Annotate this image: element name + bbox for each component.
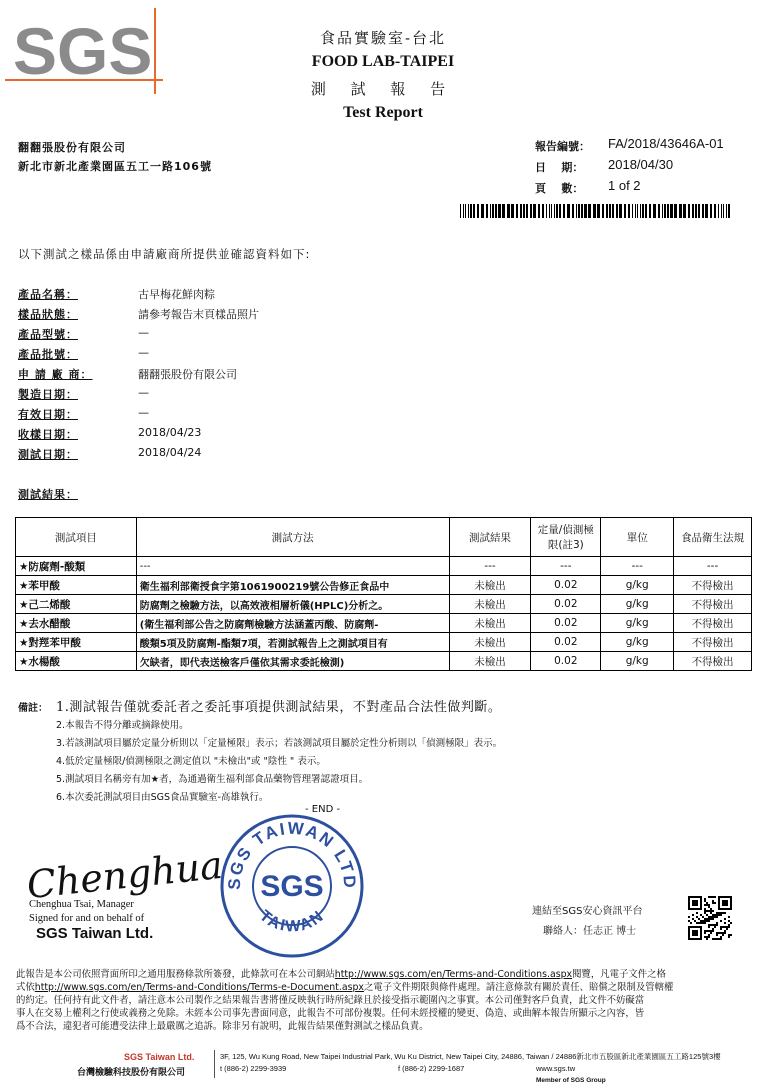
cell-item: ★苯甲酸 xyxy=(16,576,137,595)
page-count: 1 of 2 xyxy=(608,178,641,193)
table-row xyxy=(16,633,752,652)
notes-prefix: 備註： xyxy=(18,703,48,714)
cell-item: ★水楊酸 xyxy=(16,652,137,671)
report-title-cn: 測 試 報 告 xyxy=(310,80,456,98)
cell-unit: g/kg xyxy=(601,633,674,652)
contact-person: 聯絡人：任志正 博士 xyxy=(543,926,637,937)
cell-method: 防腐劑之檢驗方法，以高效液相層析儀(HPLC)分析之。 xyxy=(136,595,449,614)
sample-info-row xyxy=(18,386,418,404)
cell-regulation: 不得檢出 xyxy=(674,633,752,652)
header-item: 測試項目 xyxy=(16,518,137,557)
cell-item: ★去水醋酸 xyxy=(16,614,137,633)
signatory-company: SGS Taiwan Ltd. xyxy=(36,925,154,942)
cell-item: ★己二烯酸 xyxy=(16,595,137,614)
intro-text: 以下測試之樣品係由申請廠商所提供並確認資料如下: xyxy=(18,247,311,261)
cell-limit: 0.02 xyxy=(531,633,601,652)
sample-info-row xyxy=(18,406,418,424)
lab-name-en: FOOD LAB-TAIPEI xyxy=(311,53,455,70)
footer-address: 3F, 125, Wu Kung Road, New Taipei Industrial Park, Wu Ku District, New Taipei City, 24886, Taiwan / 24886新北市五股區新北產業園區五工路125號3樓 xyxy=(220,1052,721,1061)
cell-regulation: 不得檢出 xyxy=(674,595,752,614)
note-1: 1.測試報告僅就委託者之委託事項提供測試結果，不對產品合法性做判斷。 xyxy=(56,700,502,715)
sample-info-row xyxy=(18,306,418,324)
note-3: 3.若該測試項目屬於定量分析則以「定量極限」表示；若該測試項目屬於定性分析則以「偵測極限」表示。 xyxy=(56,738,503,749)
cell-result: 未檢出 xyxy=(449,576,531,595)
cell-regulation: 不得檢出 xyxy=(674,652,752,671)
report-number-label: 報告編號： xyxy=(535,140,590,153)
sample-info-row xyxy=(18,446,418,464)
cell-method: (衛生福利部公告之防腐劑檢驗方法涵蓋丙酸、防腐劑- xyxy=(136,614,449,633)
cell-limit: 0.02 xyxy=(531,576,601,595)
cell-result: 未檢出 xyxy=(449,633,531,652)
client-address: 新北市新北產業園區五工一路106號 xyxy=(18,160,212,173)
footer-tel: t (886-2) 2299-3939 xyxy=(220,1064,287,1073)
sample-info-row xyxy=(18,286,418,304)
sample-info-value: — xyxy=(138,386,149,399)
cell-regulation: 不得檢出 xyxy=(674,576,752,595)
client-name: 翻翻張股份有限公司 xyxy=(18,141,126,154)
report-date-label: 日 期： xyxy=(535,161,584,174)
sample-info-row xyxy=(18,346,418,364)
sample-info-label: 樣品狀態： xyxy=(18,308,78,321)
sample-info-value: — xyxy=(138,406,149,419)
svg-text:SGS TAIWAN LTD: SGS TAIWAN LTD xyxy=(224,818,360,891)
note-2: 2.本報告不得分離或摘錄使用。 xyxy=(56,720,189,731)
signatory-name: Chenghua Tsai, Manager xyxy=(29,899,134,910)
cell-result: 未檢出 xyxy=(449,595,531,614)
cell-result: 未檢出 xyxy=(449,614,531,633)
sample-info-label: 產品批號： xyxy=(18,348,78,361)
svg-text:TAIWAN: TAIWAN xyxy=(256,907,328,936)
page-count-label: 頁 數： xyxy=(535,182,584,195)
report-number: FA/2018/43646A-01 xyxy=(608,136,724,151)
header-unit: 單位 xyxy=(601,518,674,557)
cell-method: 衛生福利部衛授食字第1061900219號公告修正食品中 xyxy=(136,576,449,595)
cell-limit: 0.02 xyxy=(531,595,601,614)
cell-method: --- xyxy=(136,557,449,576)
cell-unit: g/kg xyxy=(601,576,674,595)
qr-code[interactable] xyxy=(688,896,732,940)
cell-method: 欠缺者，即代表送檢客戶僅依其需求委託檢測) xyxy=(136,652,449,671)
results-table xyxy=(15,517,752,671)
header-result: 測試結果 xyxy=(449,518,531,557)
sample-info-label: 申 請 廠 商： xyxy=(18,368,93,381)
sample-info-row xyxy=(18,326,418,344)
footer-web[interactable]: www.sgs.tw xyxy=(536,1064,576,1073)
sample-info-label: 產品名稱： xyxy=(18,288,78,301)
sample-info-value: 請參考報告末頁樣品照片 xyxy=(138,308,259,321)
lab-name-cn: 食品實驗室-台北 xyxy=(319,29,447,47)
header-limit: 定量/偵測極限(註3) xyxy=(531,518,601,557)
cell-item: ★對羥苯甲酸 xyxy=(16,633,137,652)
table-row xyxy=(16,576,752,595)
svg-text:SGS: SGS xyxy=(13,14,153,88)
footer-fax: f (886-2) 2299-1687 xyxy=(398,1064,465,1073)
cell-regulation: --- xyxy=(674,557,752,576)
results-title: 測試結果： xyxy=(18,488,78,501)
end-marker: - END - xyxy=(305,804,341,815)
footer-divider xyxy=(214,1050,215,1078)
signed-behalf: Signed for and on behalf of xyxy=(29,913,145,924)
table-header-row xyxy=(16,518,752,557)
sample-info-label: 測試日期： xyxy=(18,448,78,461)
sample-info-label: 收樣日期： xyxy=(18,428,78,441)
table-row xyxy=(16,595,752,614)
cell-result: --- xyxy=(449,557,531,576)
sample-info-value: 翻翻張股份有限公司 xyxy=(138,368,237,381)
cell-limit: 0.02 xyxy=(531,614,601,633)
cell-regulation: 不得檢出 xyxy=(674,614,752,633)
svg-text:SGS: SGS xyxy=(260,870,324,903)
note-6: 6.本次委託測試項目由SGS食品實驗室-高雄執行。 xyxy=(56,792,269,803)
report-date: 2018/04/30 xyxy=(608,157,674,172)
disclaimer: 此報告是本公司依照背面所印之通用服務條款所簽發，此條款可在本公司網站http://www.sgs.com/en/Terms-and-Conditions.aspx閱覽，凡電子文件之格 式依http://www.sgs.com/en/Terms-and-Conditions/Terms-e-Document.aspx之電子文件期限與條件處理。請注意條款有關於責任、賠償之限制及管轄權 的約定。任何持有此文件者，請注意本公司製作之結果報告書將僅反映執行時所紀錄且於接受指示範圍內之事實。本公司僅對客戶負責，此文件不妨礙當 事人在交易上權利之行使或義務之免除。未經本公司事先書面同意，此報告不可部份複製。任何未經授權的變更、偽造、或曲解本報告所顯示之內容，皆 爲不合法，違犯者可能遭受法律上最嚴厲之追訴。除非另有說明，此報告結果僅對測試之樣品負責。 xyxy=(16,969,674,1032)
header-regulation: 食品衛生法規 xyxy=(674,518,752,557)
cell-result: 未檢出 xyxy=(449,652,531,671)
sample-info-label: 產品型號： xyxy=(18,328,78,341)
barcode xyxy=(460,203,732,217)
table-row xyxy=(16,614,752,633)
cell-unit: g/kg xyxy=(601,595,674,614)
sample-info-value: 古早梅花鮮肉粽 xyxy=(138,288,215,301)
sample-info-value: 2018/04/23 xyxy=(138,426,202,439)
sample-info-label: 製造日期： xyxy=(18,388,78,401)
header-method: 測試方法 xyxy=(136,518,449,557)
table-row xyxy=(16,652,752,671)
company-seal xyxy=(218,812,366,960)
table-row xyxy=(16,557,752,576)
footer-company-cn: 台灣檢驗科技股份有限公司 xyxy=(77,1068,186,1078)
e-document-terms-link[interactable]: http://www.sgs.com/en/Terms-and-Conditions/Terms-e-Document.aspx xyxy=(34,982,364,993)
cell-item: ★防腐劑-酸類 xyxy=(16,557,137,576)
cell-unit: --- xyxy=(601,557,674,576)
sample-info-value: 2018/04/24 xyxy=(138,446,202,459)
note-4: 4.低於定量極限/偵測極限之測定值以 "未檢出"或 "陰性 " 表示。 xyxy=(56,756,326,767)
cell-method: 酸類5項及防腐劑-酯類7項，若測試報告上之測試項目有 xyxy=(136,633,449,652)
sample-info-value: — xyxy=(138,346,149,359)
report-title-en: Test Report xyxy=(343,104,423,121)
sample-info-row xyxy=(18,366,418,384)
cell-unit: g/kg xyxy=(601,614,674,633)
cell-limit: 0.02 xyxy=(531,652,601,671)
cell-unit: g/kg xyxy=(601,652,674,671)
contact-platform: 連結至SGS安心資訊平台 xyxy=(532,906,643,917)
note-5: 5.測試項目名稱旁有加★者，為通過衛生福利部食品藥物管理署認證項目。 xyxy=(56,774,369,785)
terms-link[interactable]: http://www.sgs.com/en/Terms-and-Conditions.aspx xyxy=(334,969,573,980)
cell-limit: --- xyxy=(531,557,601,576)
sample-info-row xyxy=(18,426,418,444)
sample-info-label: 有效日期： xyxy=(18,408,78,421)
sample-info-value: — xyxy=(138,326,149,339)
svg-text:Chenghua Tsai: Chenghua xyxy=(25,842,225,908)
footer-company-en: SGS Taiwan Ltd. xyxy=(124,1052,195,1062)
footer-member: Member of SGS Group xyxy=(536,1077,606,1084)
